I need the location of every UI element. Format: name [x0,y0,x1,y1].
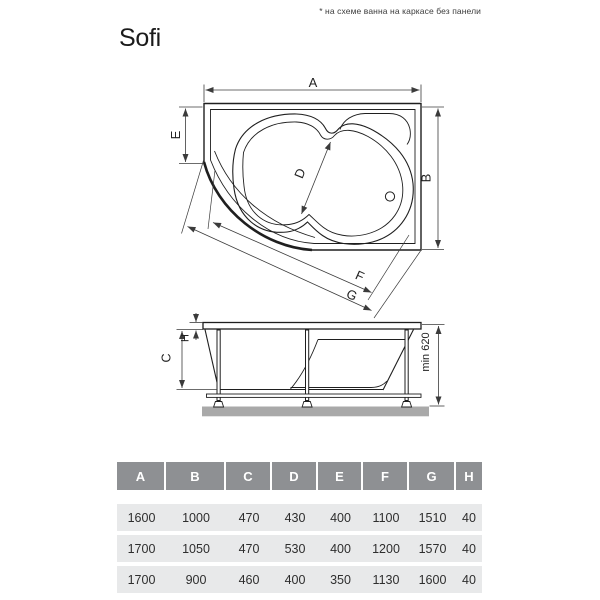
table-cell: 1000 [182,510,210,525]
rim-slab [203,323,421,330]
table-cell: 400 [330,541,351,556]
table-cell: 1600 [418,572,447,587]
product-title: Sofi [119,24,161,52]
dim-label-h: H [179,334,192,342]
dim-label-b: B [418,173,434,183]
dim-label-min-height: min 620 [420,332,432,372]
table-cell: 40 [462,541,476,556]
basin-inner-edge [243,122,403,236]
table-cell: 430 [284,510,306,525]
table-header-cell: G [409,462,454,490]
drain-circle [385,192,394,201]
table-header-cell: D [272,462,316,490]
table-cell: 1600 [127,510,156,525]
dim-label-e: E [168,130,183,140]
table-header-cell: E [318,462,361,490]
side-view [160,313,445,416]
table-cell: 530 [284,541,306,556]
headrest-shelf-edge [340,114,410,145]
table-cell: 350 [330,572,351,587]
table-cell: 460 [238,572,260,587]
table-cell: 400 [284,572,306,587]
dim-label-a: A [308,75,318,90]
tub-outline [204,104,421,251]
dim-label-g: G [344,285,360,304]
table-cell: 1570 [418,541,447,556]
frame-crossbar [207,394,422,397]
table-cell: 40 [462,572,476,587]
table-header-cell: A [117,462,164,490]
table-cell: 400 [330,510,351,525]
table-cell: 1130 [372,572,400,587]
top-view [168,75,444,318]
table-row [117,535,482,562]
frame-feet [214,401,412,408]
table-cell: 900 [185,572,207,587]
table-header-cell: H [456,462,482,490]
dim-label-f: F [353,267,367,285]
footnote: * на схеме ванна на каркасе без панели [319,6,481,16]
shell-right-slant [383,330,414,391]
table-cell: 1200 [372,541,400,556]
table-cell: 1700 [127,541,156,556]
ground-strip [202,407,429,417]
top-view-dimensions [179,85,444,319]
table-cell: 470 [238,541,260,556]
table-cell: 40 [462,510,476,525]
table-header-row [117,462,482,490]
dimension-table [117,462,482,597]
table-cell: 1510 [418,510,447,525]
table-header-cell: C [226,462,270,490]
table-cell: 1700 [127,572,156,587]
side-view-dimension-labels [160,332,433,371]
table-row [117,504,482,531]
table-header-cell: F [363,462,407,490]
table-cell: 470 [238,510,260,525]
table-cell: 1050 [182,541,210,556]
dim-label-c: C [159,353,174,363]
rim-inner-edge [211,110,416,244]
table-row [117,566,482,593]
shell-left-slant [205,330,219,390]
table-cell: 1100 [372,510,400,525]
dim-label-d: D [291,166,309,181]
table-header-cell: B [166,462,224,490]
